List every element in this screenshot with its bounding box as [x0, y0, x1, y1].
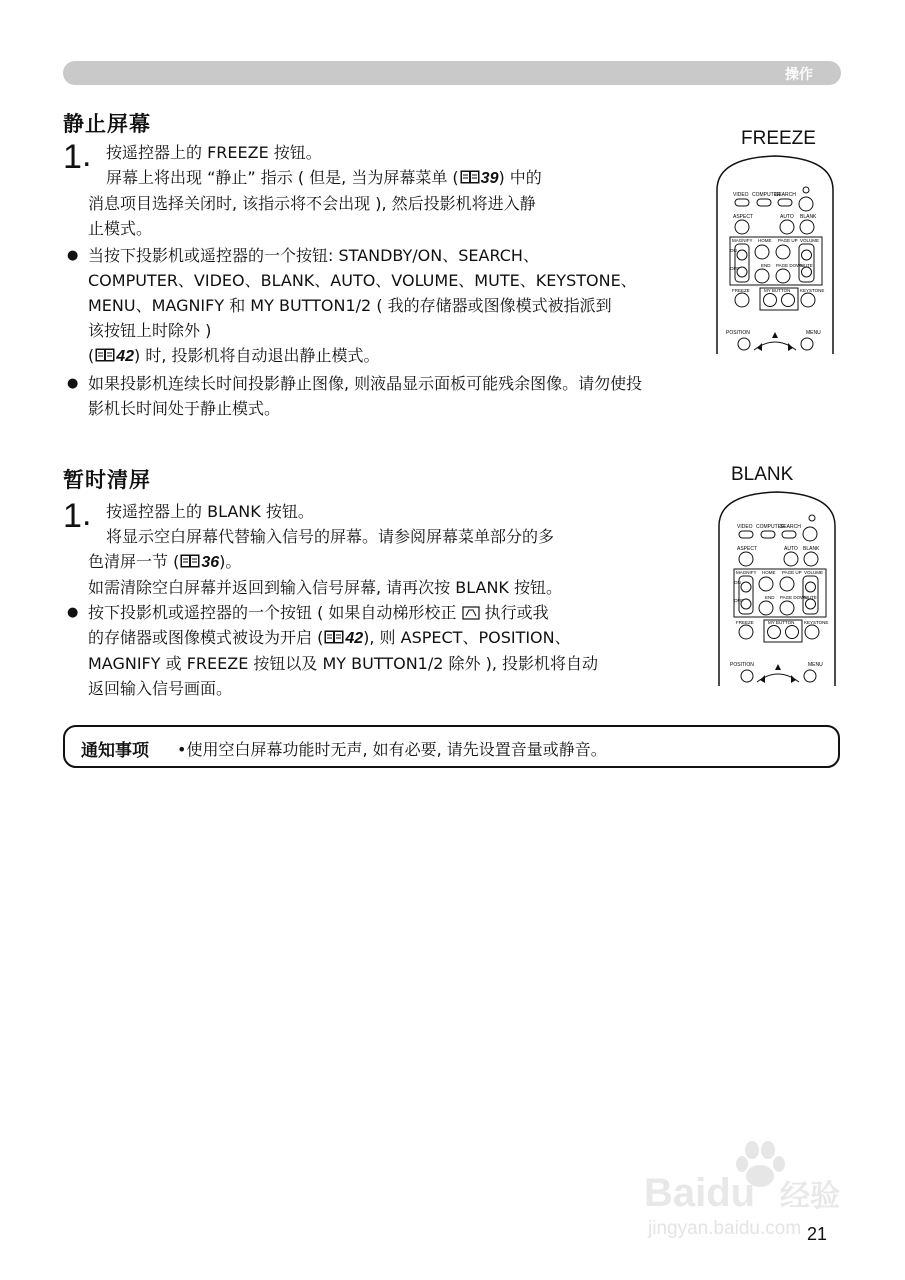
page-ref: 42: [345, 630, 364, 647]
freeze-remote-label: FREEZE: [741, 128, 816, 149]
svg-text:FREEZE: FREEZE: [736, 620, 754, 625]
notice-box: [63, 725, 840, 768]
blank-step-number: 1: [63, 497, 82, 535]
svg-text:jingyan.baidu.com: jingyan.baidu.com: [648, 1218, 802, 1239]
svg-text:COMPUTER: COMPUTER: [752, 192, 781, 198]
svg-text:PAGE DOWN: PAGE DOWN: [776, 263, 804, 268]
svg-text:ASPECT: ASPECT: [737, 546, 758, 552]
svg-text:MY BUTTON: MY BUTTON: [768, 620, 795, 625]
svg-text:VIDEO: VIDEO: [737, 524, 753, 530]
step-dot: .: [82, 136, 92, 174]
svg-text:VOLUME: VOLUME: [804, 570, 824, 575]
svg-text:VIDEO: VIDEO: [733, 192, 749, 198]
blank-section-title: 暂时清屏: [63, 468, 151, 492]
book-icon: [180, 554, 200, 568]
svg-text:KEYSTONE: KEYSTONE: [800, 288, 825, 293]
step-dot: .: [82, 495, 92, 533]
svg-text:END: END: [765, 595, 775, 600]
page-ref: 36: [201, 554, 220, 571]
svg-text:FREEZE: FREEZE: [732, 288, 750, 293]
svg-text:AUTO: AUTO: [784, 546, 798, 552]
baidu-watermark: [642, 1140, 862, 1240]
blank-step-text: 按遥控器上的 BLANK 按钮。 将显示空白屏幕代替输入信号的屏幕。请参阅屏幕菜单部分的多 色清屏一节 ( 36)。 如需清除空白屏幕并返回到输入信号屏幕, 请再次按 BLANK 按钮。: [88, 502, 563, 597]
svg-text:VOLUME: VOLUME: [800, 238, 820, 243]
svg-text:MAGNIFY: MAGNIFY: [732, 238, 753, 243]
svg-text:SEARCH: SEARCH: [775, 192, 796, 198]
notice-body: •使用空白屏幕功能时无声, 如有必要, 请先设置音量或静音。: [177, 740, 607, 759]
svg-text:AUTO: AUTO: [780, 214, 794, 220]
freeze-step-line-3: 消息项目选择关闭时, 该指示将不会出现 ), 然后投影机将进入静: [88, 194, 536, 213]
section-header-bar: [63, 61, 841, 85]
svg-text:PAGE DOWN: PAGE DOWN: [780, 595, 808, 600]
blank-remote-label: BLANK: [731, 464, 794, 485]
svg-text:MENU: MENU: [806, 330, 821, 336]
freeze-step-line-2: 屏幕上将出现 “静止” 指示 ( 但是, 当为屏幕菜单 ( 39) 中的: [106, 168, 542, 187]
remote-control-illustration-blank: [714, 486, 840, 688]
bullet-icon: ●: [67, 248, 79, 263]
freeze-step-line-4: 止模式。: [88, 219, 153, 238]
freeze-step-line-1: 按遥控器上的 FREEZE 按钮。: [106, 143, 322, 162]
svg-text:PAGE UP: PAGE UP: [778, 238, 798, 243]
svg-text:POSITION: POSITION: [726, 330, 750, 336]
svg-text:HOME: HOME: [762, 570, 776, 575]
freeze-bullet-1: 当按下投影机或遥控器的一个按钮: STANDBY/ON、SEARCH、 COMPUTER、VIDEO、BLANK、AUTO、VOLUME、MUTE、KEYSTONE、 MENU、MAGNIFY 和 MY BUTTON1/2 ( 我的存储器或图像模式被指派到 该按钮上时除外 ) ( 42) 时, 投影机将自动退出静止模式。: [88, 246, 637, 365]
svg-text:MENU: MENU: [808, 662, 823, 668]
freeze-bullet-2: 如果投影机连续长时间投影静止图像, 则液晶显示面板可能残余图像。请勿使投 影机长时间处于静止模式。: [88, 374, 643, 418]
page-ref: 39: [480, 170, 499, 187]
book-icon: [460, 170, 480, 184]
svg-text:PAGE UP: PAGE UP: [782, 570, 802, 575]
freeze-step-text: [88, 140, 542, 241]
svg-text:MUTE: MUTE: [800, 263, 813, 268]
svg-text:MAGNIFY: MAGNIFY: [736, 570, 757, 575]
page-number: 21: [807, 1224, 828, 1244]
header-label: 操作: [785, 67, 813, 83]
keystone-icon: [462, 606, 480, 620]
svg-text:SEARCH: SEARCH: [780, 524, 801, 530]
svg-text:POSITION: POSITION: [730, 662, 754, 668]
svg-text:ASPECT: ASPECT: [733, 214, 754, 220]
svg-text:HOME: HOME: [758, 238, 772, 243]
svg-text:COMPUTER: COMPUTER: [756, 524, 785, 530]
svg-text:BLANK: BLANK: [803, 546, 820, 552]
freeze-section-title: 静止屏幕: [63, 112, 151, 136]
svg-text:MY BUTTON: MY BUTTON: [764, 288, 791, 293]
bullet-icon: ●: [67, 376, 79, 391]
svg-text:经验: 经验: [780, 1179, 840, 1214]
svg-text:OFF: OFF: [730, 266, 739, 271]
svg-text:MUTE: MUTE: [804, 595, 817, 600]
freeze-step-number: 1: [63, 138, 82, 176]
bullet-icon: ●: [67, 605, 79, 620]
svg-text:KEYSTONE: KEYSTONE: [804, 620, 829, 625]
svg-text:ON: ON: [734, 580, 741, 585]
svg-text:ON: ON: [730, 248, 737, 253]
svg-text:END: END: [761, 263, 771, 268]
book-icon: [324, 630, 344, 644]
page-ref: 42: [116, 348, 135, 365]
svg-text:Baidu: Baidu: [644, 1171, 756, 1215]
svg-text:BLANK: BLANK: [800, 214, 817, 220]
notice-title: 通知事项: [81, 741, 149, 761]
book-icon: [95, 348, 115, 362]
blank-bullet: 按下投影机或遥控器的一个按钮 ( 如果自动梯形校正 执行或我 的存储器或图像模式被设为开启 ( 42), 则 ASPECT、POSITION、 MAGNIFY 或 FREEZE 按钮以及 MY BUTTON1/2 除外 ), 投影机将自动 返回输入信号画面。: [88, 603, 599, 698]
svg-text:OFF: OFF: [734, 598, 743, 603]
remote-control-illustration-freeze: [712, 150, 838, 356]
